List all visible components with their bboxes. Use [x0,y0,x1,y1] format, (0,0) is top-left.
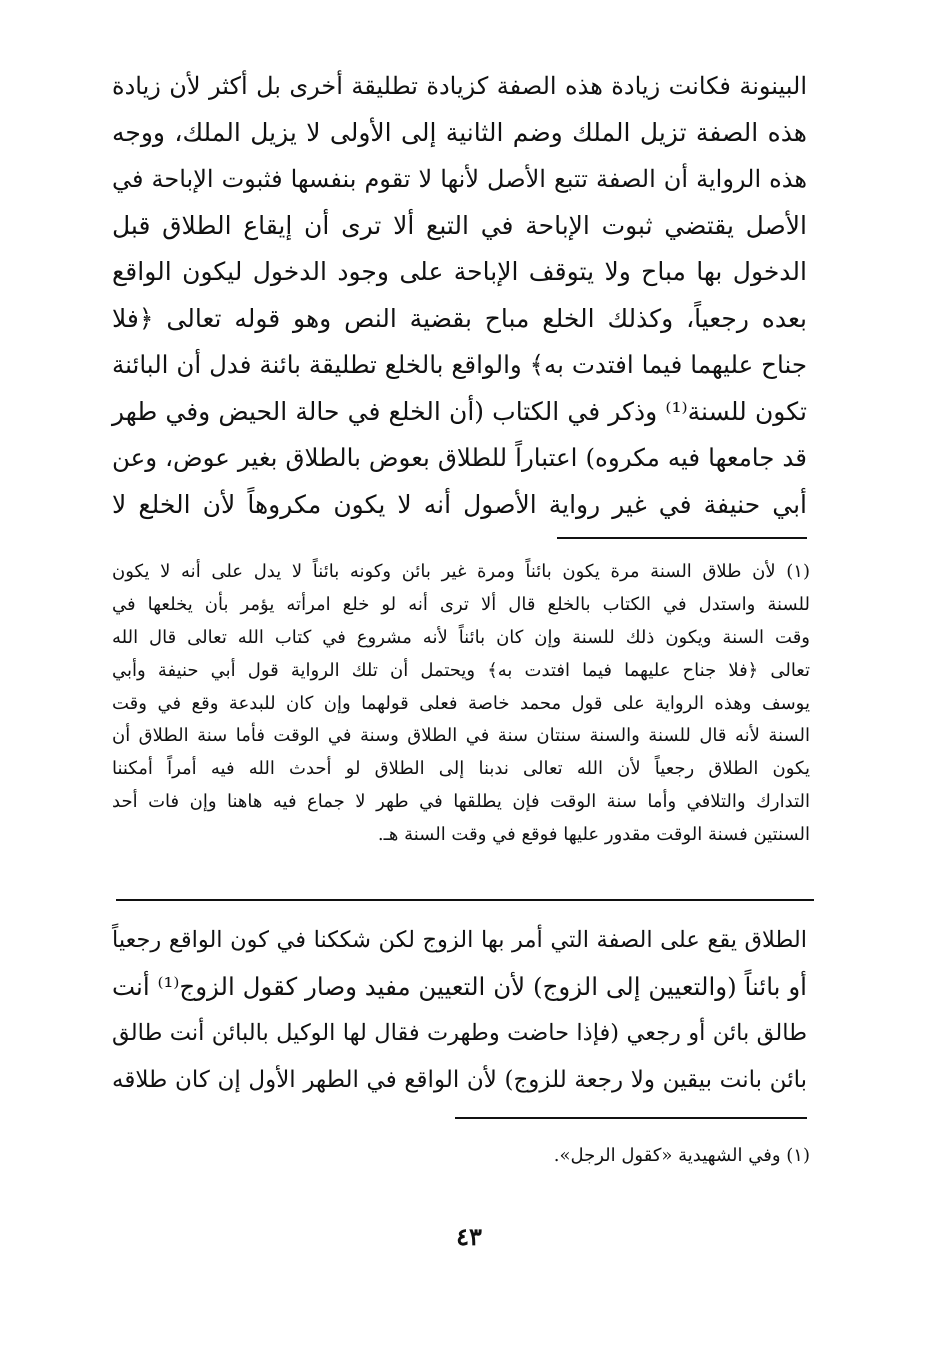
text-line: بائن بانت بيقين ولا رجعة للزوج) لأن الواقع في الطهر الأول إن كان طلاقه [112,1066,807,1093]
main-text [112,63,807,528]
footnote-line: تعالى ﴿فلا جناح عليهما فيما افتدت به﴾ ويحتمل أن تلك الرواية قول أبي حنيفة وأبي [112,659,810,681]
section-divider [116,899,814,901]
text-line: أو بائناً (والتعيين إلى الزوج) لأن التعيين مفيد وصار كقول الزوج⁽¹⁾ أنت [112,971,807,1001]
text-line: الأصل يقتضي ثبوت الإباحة في التبع ألا ترى أن إيقاع الطلاق قبل [112,210,807,240]
footnote-separator [455,1117,807,1119]
text-line: أبي حنيفة في غير رواية الأصول أنه لا يكون مكروهاً لأن الخلع لا [112,489,807,519]
text-line: جناح عليهما فيما افتدت به﴾ والواقع بالخلع تطليقة بائنة فدل أن البائنة [112,350,807,379]
text-line: طالق بائن أو رجعي (فإذا حاضت وطهرت فقال لها الوكيل بالبائن أنت طالق [112,1020,807,1046]
footnote-line: للسنة واستدل في الكتاب بالخلع قال ألا ترى أنه لو خلع امرأته يؤمر بأن يخلعها في [112,593,810,615]
footnote-line: التدارك والتلافي وأما سنة الوقت فإن يطلقها في طهر لا جماع فيه هاهنا وإن فات أحد [112,791,810,813]
text-line: هذه الصفة تزيل الملك وضم الثانية إلى الأولى لا يزيل الملك، ووجه [112,117,807,147]
footnote-1 [112,556,810,852]
text-line: الدخول بها مباح ولا يتوقف الإباحة على وجود الدخول ليكون الواقع [112,257,807,286]
text-line: هذه الرواية أن الصفة تتبع الأصل لأنها لا تقوم بنفسها فثبوت الإباحة في [112,165,807,193]
text-line: الطلاق يقع على الصفة التي أمر بها الزوج لكن شككنا في كون الواقع رجعياً [112,927,807,953]
footnote-separator [557,537,807,539]
footnote-line: يكون الطلاق رجعياً لأن الله تعالى ندبنا إلى الطلاق لو أحدث الله فيه أمراً أمكننا [112,758,810,780]
footnote-line: السنتين فسنة الوقت مقدور عليها فوقع في وقت السنة هـ. [377,824,810,846]
text-line: قد جامعها فيه مكروه) اعتباراً للطلاق بعوض بالطلاق بغير عوض، وعن [112,443,807,472]
footnote-line: (١) لأن طلاق السنة مرة يكون بائناً ومرة غير بائن وكونه بائناً لا يدل على أنه لا يكون [112,561,810,582]
text-line: بعده رجعياً، وكذلك الخلع مباح بقضية النص وهو قوله تعالى ﴿فلا [112,303,807,333]
text-line: البينونة فكانت زيادة هذه الصفة كزيادة تطليقة أخرى بل أكثر لأن زيادة [112,72,807,100]
footnote-line: (١) وفي الشهيدية «كقول الرجل». [553,1145,810,1166]
text-line: تكون للسنة⁽¹⁾ وذكر في الكتاب (أن الخلع في حالة الحيض وفي طهر [112,396,807,426]
footnote-2 [112,1140,810,1172]
footnote-line: السنة لأنه قال للسنة والسنة سنتان سنة في الطلاق وسنة في الوقت فأما سنة الطلاق أن [112,725,810,747]
footnote-line: وقت السنة ويكون ذلك للسنة وإن كان بائناً لأنه مشروع في كتاب الله تعالى قال الله [112,626,810,648]
page-number: ٤٣ [456,1222,482,1251]
main-text-2 [112,917,807,1103]
footnote-line: يوسف وهذه الرواية على قول محمد خاصة فعلى قولهما وإن كان للبدعة وقع في وقت [112,692,810,714]
